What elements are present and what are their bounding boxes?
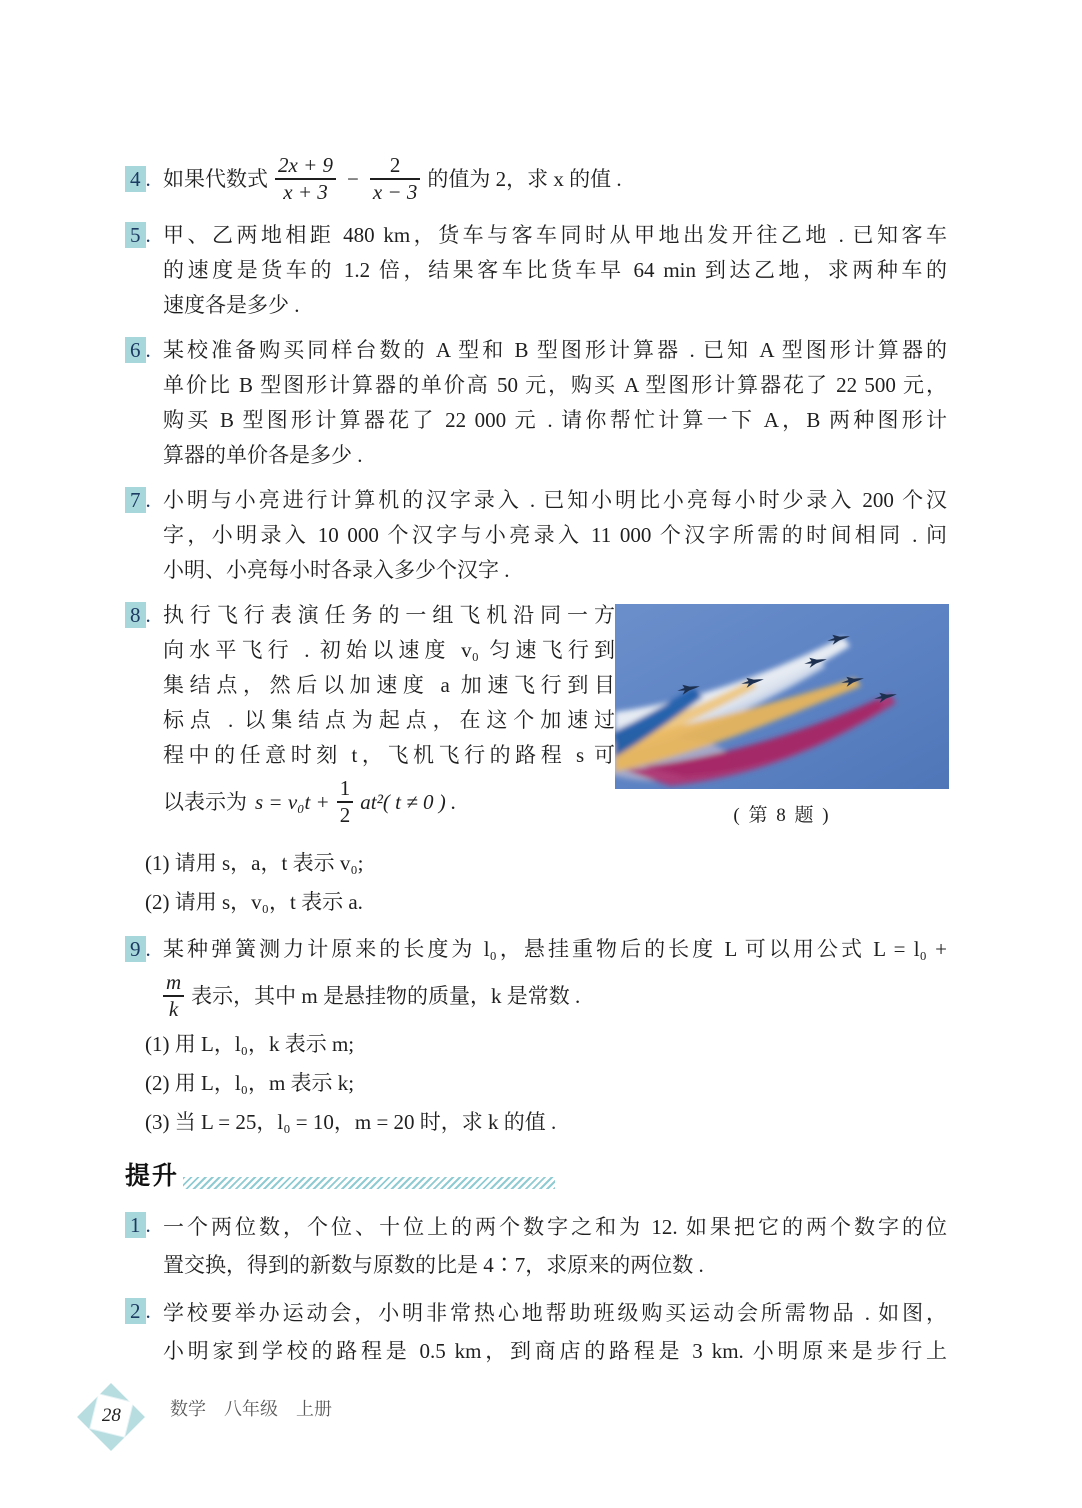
problem-8-number: [125, 598, 163, 628]
number-dot: .: [145, 1213, 151, 1237]
improve-problem-1-statement: [163, 1208, 947, 1284]
problem-4: [125, 150, 947, 208]
exercise-content: [125, 150, 947, 1380]
text-segment: 以表示为: [163, 789, 247, 814]
text-line: 单价比 B 型图形计算器的单价高 50 元，购买 A 型图形计算器花了 22 500 元，: [163, 373, 947, 397]
text-line: 标点 . 以集结点为起点，在这个加速过: [163, 708, 615, 732]
minus-operator: −: [347, 166, 359, 191]
subitem: (1) 用 L，l₀，k 表示 m;: [145, 1032, 355, 1056]
fraction-denominator: 2: [339, 803, 351, 827]
number-dot: .: [145, 488, 151, 512]
number-badge: 2: [125, 1298, 146, 1324]
section-title: 提升: [125, 1162, 180, 1190]
problem-9-number: [125, 932, 163, 962]
problem-8-formula: [163, 773, 615, 831]
problem-4-statement: [163, 150, 947, 208]
problem-6-statement: [163, 333, 947, 473]
page-footer: [76, 1382, 332, 1452]
problem-8-row: [163, 598, 949, 833]
text-line: 算器的单价各是多少 .: [163, 443, 363, 467]
problem-9-formula: [163, 967, 947, 1025]
text-line: 小明与小亮进行计算机的汉字录入 . 已知小明比小亮每小时少录入 200 个汉: [163, 488, 947, 512]
improve-section: [125, 1156, 947, 1370]
subitem: (3) 当 L = 25，l₀ = 10，m = 20 时，求 k 的值 .: [145, 1110, 557, 1134]
text-line: 小明家到学校的路程是 0.5 km，到商店的路程是 3 km. 小明原来是步行上: [163, 1339, 947, 1363]
text-line: 一个两位数，个位、十位上的两个数字之和为 12. 如果把它的两个数字的位: [163, 1215, 947, 1239]
figure-caption: ( 第 8 题 ): [733, 805, 831, 826]
text-line: 执行飞行表演任务的一组飞机沿同一方: [163, 603, 615, 627]
page-number-diamond: [76, 1382, 146, 1452]
problem-5-statement: [163, 218, 947, 323]
problem-8: [125, 598, 947, 922]
text-segment: 表示，其中 m 是悬挂物的质量，k 是常数 .: [191, 983, 581, 1008]
fraction: [163, 971, 184, 1021]
fraction-numerator: 2: [389, 153, 401, 177]
fraction-denominator: k: [168, 997, 179, 1021]
text-line: 某校准备购买同样台数的 A 型和 B 型图形计算器 . 已知 A 型图形计算器的: [163, 338, 947, 362]
text-segment: 如果代数式: [163, 166, 268, 191]
fraction-denominator: x − 3: [372, 180, 418, 204]
improve-problem-1: [125, 1208, 947, 1284]
number-badge: 1: [125, 1212, 146, 1238]
number-dot: .: [145, 223, 151, 247]
number-badge: 8: [125, 602, 146, 628]
problem-6-number: [125, 333, 163, 363]
problem-8-subitems: [145, 844, 949, 922]
text-line: 甲、乙两地相距 480 km，货车与客车同时从甲地出发开往乙地 . 已知客车: [163, 223, 947, 247]
text-line: 的速度是货车的 1.2 倍，结果客车比货车早 64 min 到达乙地，求两种车的: [163, 258, 947, 282]
number-badge: 6: [125, 337, 146, 363]
text-segment: 的值为 2，求 x 的值 .: [427, 166, 622, 191]
subitem: (2) 请用 s，v₀，t 表示 a.: [145, 890, 363, 914]
improve-problem-2: [125, 1294, 947, 1370]
page-number: 28: [102, 1404, 121, 1426]
number-dot: .: [145, 603, 151, 627]
text-line: 程中的任意时刻 t，飞机飞行的路程 s 可: [163, 743, 615, 767]
fraction: [337, 777, 354, 827]
text-line: 集结点，然后以加速度 a 加速飞行到目: [163, 673, 615, 697]
number-dot: .: [145, 338, 151, 362]
airshow-photo: [615, 604, 949, 789]
text-line: 向水平飞行 . 初始以速度 v₀ 匀速飞行到: [163, 638, 615, 662]
number-badge: 5: [125, 222, 146, 248]
text-line: 字，小明录入 10 000 个汉字与小亮录入 11 000 个汉字所需的时间相同 . 问: [163, 523, 947, 547]
improve-problem-2-number: [125, 1294, 163, 1324]
fraction-numerator: 2x + 9: [278, 153, 333, 177]
formula-segment: at²( t ≠ 0 ) .: [360, 789, 457, 814]
problem-9-subitems: [145, 1025, 947, 1142]
problem-7-number: [125, 483, 163, 513]
problem-7-statement: [163, 483, 947, 588]
improve-problem-1-number: [125, 1208, 163, 1238]
text-line: 购买 B 型图形计算器花了 22 000 元 . 请你帮忙计算一下 A，B 两种图形计: [163, 408, 947, 432]
number-dot: .: [145, 1299, 151, 1323]
subitem: (1) 请用 s，a，t 表示 v₀;: [145, 851, 364, 875]
number-dot: .: [145, 937, 151, 961]
problem-4-number: [125, 166, 163, 192]
fraction-denominator: x + 3: [283, 180, 328, 204]
number-badge: 9: [125, 936, 146, 962]
fraction: [275, 154, 336, 204]
fraction-numerator: m: [166, 970, 182, 994]
text-line: 置交换，得到的新数与原数的比是 4∶7，求原来的两位数 .: [163, 1253, 704, 1277]
text-line: 学校要举办运动会，小明非常热心地帮助班级购买运动会所需物品 . 如图，: [163, 1301, 947, 1325]
problem-5: [125, 218, 947, 323]
book-title: 数学 八年级 上册: [170, 1399, 332, 1419]
problem-7: [125, 483, 947, 588]
text-line: 某种弹簧测力计原来的长度为 l₀，悬挂重物后的长度 L 可以用公式 L = l₀ +: [163, 937, 947, 961]
problem-6: [125, 333, 947, 473]
problem-8-figure: [615, 604, 949, 833]
problem-8-statement: [163, 598, 615, 831]
improve-problem-2-statement: [163, 1294, 947, 1370]
fraction-numerator: 1: [339, 776, 351, 800]
fraction: [370, 154, 421, 204]
subitem: (2) 用 L，l₀，m 表示 k;: [145, 1071, 355, 1095]
improve-section-header: [125, 1156, 947, 1192]
formula-segment: s = v₀t +: [255, 789, 330, 814]
problem-9: [125, 932, 947, 1142]
text-line: 速度各是多少 .: [163, 293, 300, 317]
problem-5-number: [125, 218, 163, 248]
number-badge: 7: [125, 487, 146, 513]
section-hatch: [183, 1177, 555, 1189]
number-badge: 4: [125, 166, 146, 192]
number-dot: .: [145, 167, 151, 191]
text-line: 小明、小亮每小时各录入多少个汉字 .: [163, 558, 510, 582]
